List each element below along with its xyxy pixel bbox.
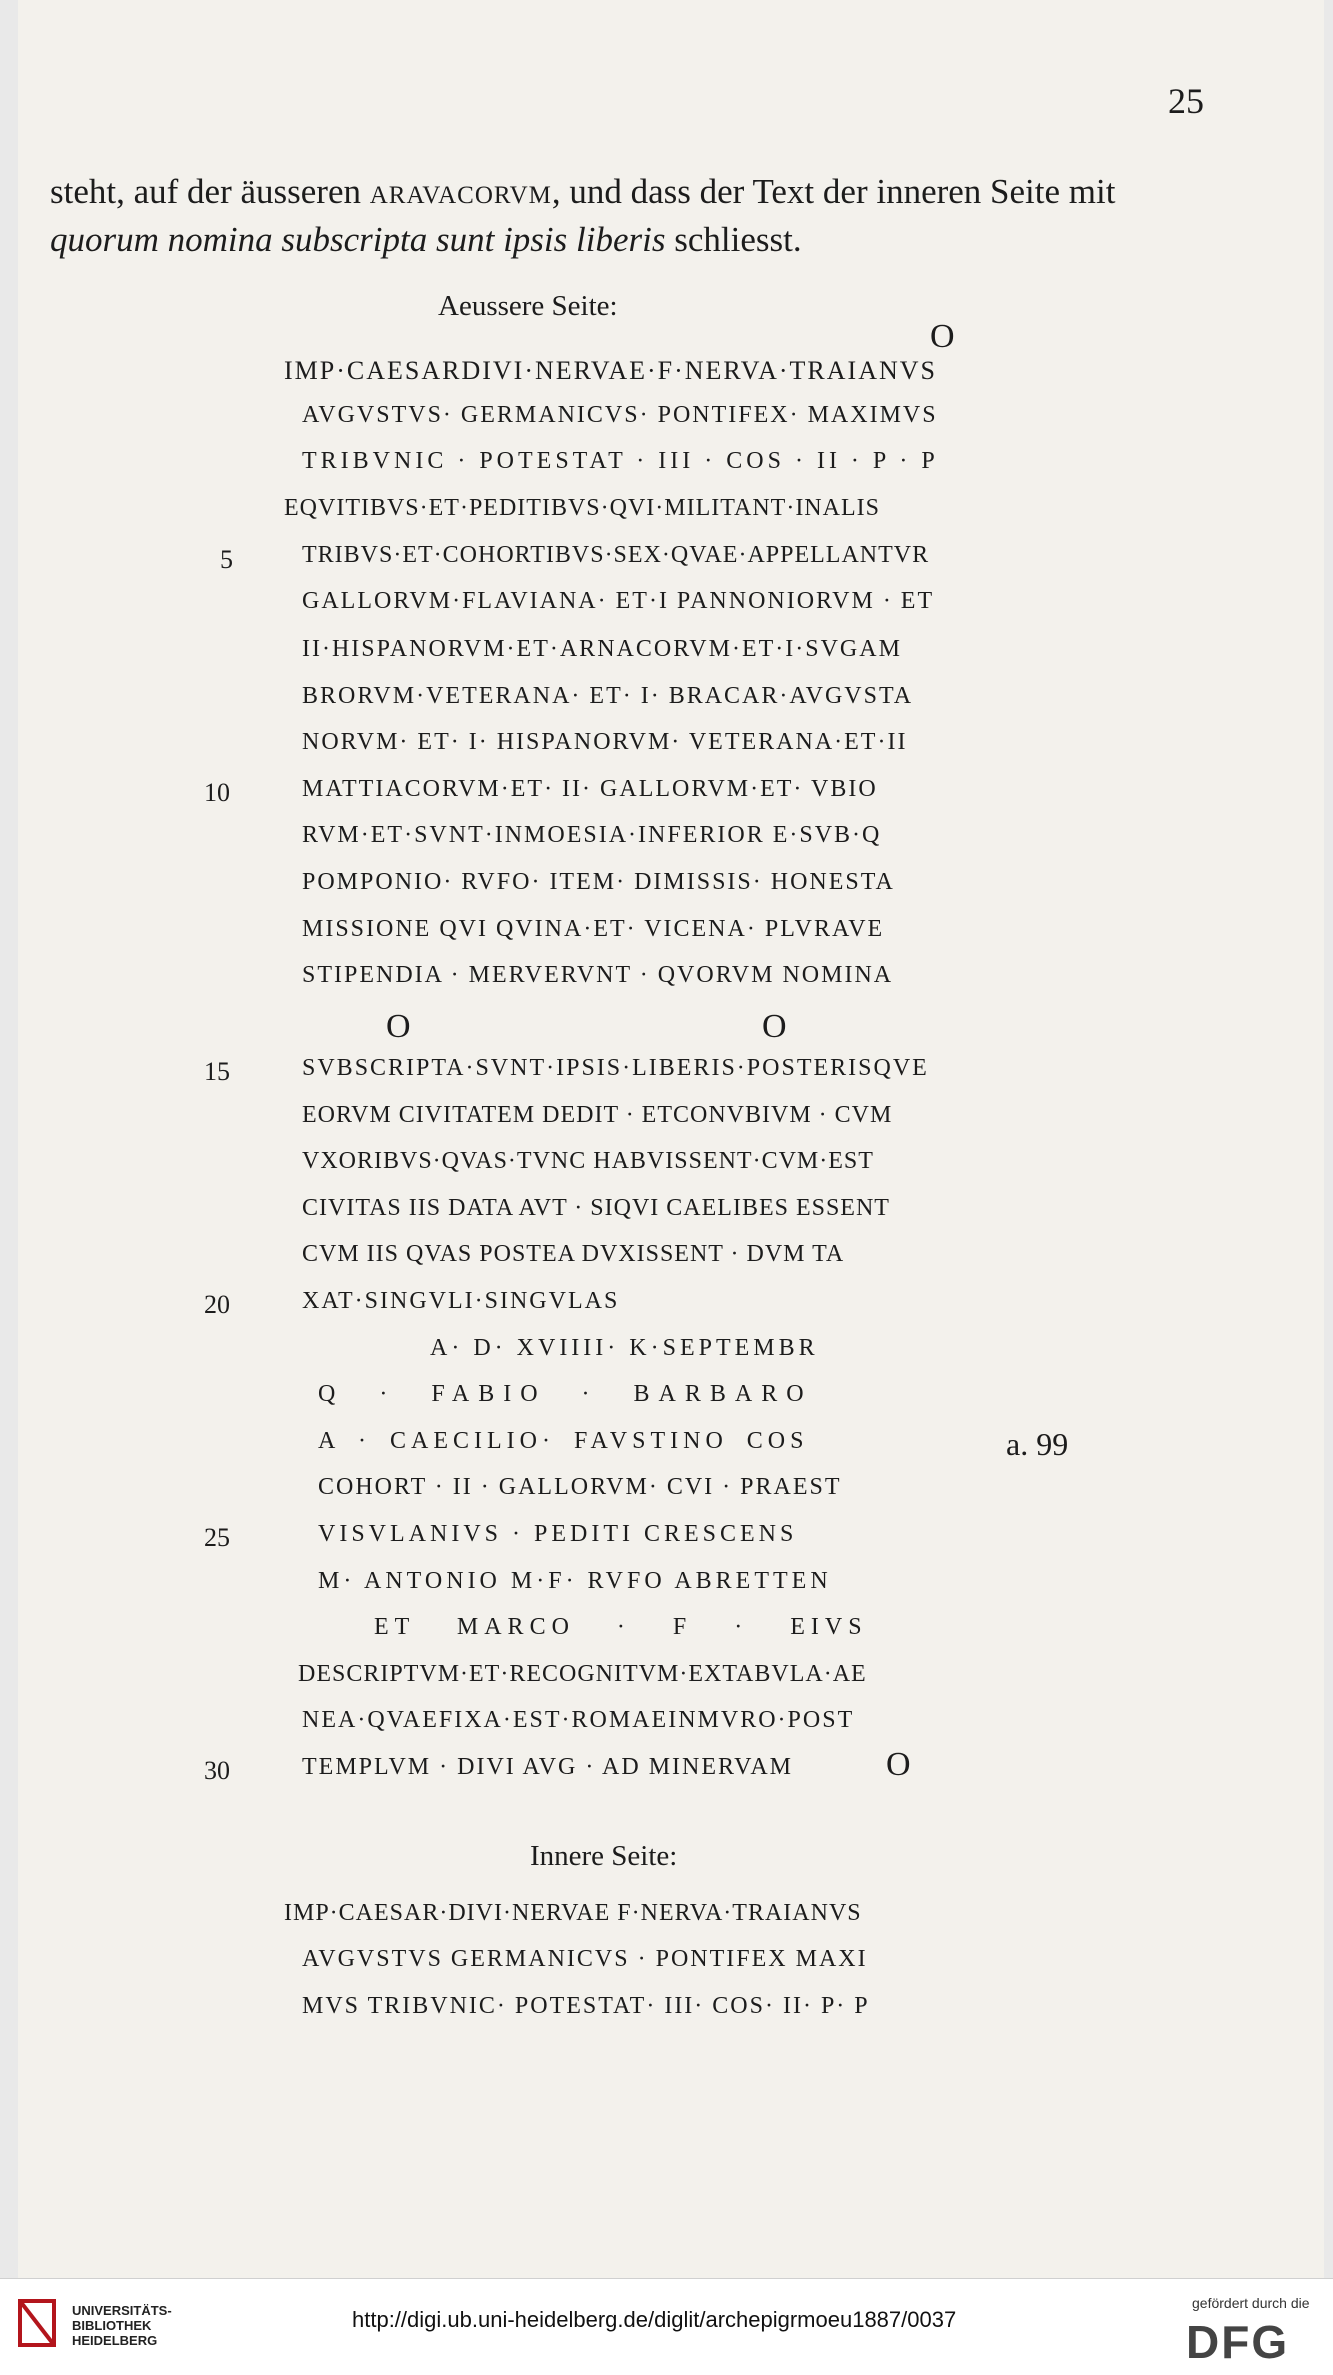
library-name-line-3: HEIDELBERG [72, 2333, 158, 2348]
intro-italic-phrase: quorum nomina subscripta sunt ipsis liberis [50, 220, 666, 259]
outer-line-27: ET MARCO · F · EIVS [374, 1614, 868, 1640]
outer-line-15: SVBSCRIPTA·SVNT·IPSIS·LIBERIS·POSTERISQVE [302, 1055, 929, 1081]
outer-line-28: DESCRIPTVM·ET·RECOGNITVM·EXTABVLA·AE [298, 1661, 867, 1687]
outer-line-1: IMP·CAESARDIVI·NERVAE·F·NERVA·TRAIANVS [284, 356, 938, 385]
outer-line-5: TRIBVS·ET·COHORTIBVS·SEX·QVAE·APPELLANTVR [302, 542, 930, 568]
university-library-logo-icon [16, 2293, 58, 2357]
binding-hole-top: O [930, 318, 955, 355]
library-name [72, 2303, 172, 2348]
viewer-footer [0, 2278, 1333, 2375]
outer-line-11: RVM·ET·SVNT·INMOESIA·INFERIOR E·SVB·Q [302, 822, 882, 848]
scanned-page [18, 0, 1324, 2278]
outer-line-18: CIVITAS IIS DATA AVT · SIQVI CAELIBES ESSENT [302, 1195, 890, 1221]
intro-text-2: , und dass der Text der inneren Seite mit [551, 172, 1116, 211]
line-number-10: 10 [204, 778, 230, 807]
inner-line-3: MVS TRIBVNIC· POTESTAT· III· COS· II· P· P [302, 1993, 870, 2019]
intro-text-1: steht, auf der äusseren [50, 172, 370, 211]
outer-line-3: TRIBVNIC · POTESTAT · III · COS · II · P · P [302, 448, 939, 474]
outer-line-24: COHORT · II · GALLORVM· CVI · PRAEST [318, 1474, 842, 1500]
intro-smallcaps-word: aravacorvm [369, 172, 552, 211]
permalink-url[interactable]: http://digi.ub.uni-heidelberg.de/diglit/archepigrmoeu1887/0037 [352, 2307, 957, 2332]
outer-line-26: M· ANTONIO M·F· RVFO ABRETTEN [318, 1568, 832, 1594]
intro-paragraph [50, 168, 1230, 264]
outer-side-title: Aeussere Seite: [438, 290, 618, 322]
library-name-line-1: UNIVERSITÄTS- [72, 2303, 172, 2318]
outer-line-29: NEA·QVAEFIXA·EST·ROMAEINMVRO·POST [302, 1707, 855, 1733]
outer-line-16: EORVM CIVITATEM DEDIT · ETCONVBIVM · CVM [302, 1102, 893, 1128]
line-number-20: 20 [204, 1290, 230, 1319]
outer-line-25: VISVLANIVS · PEDITI CRESCENS [318, 1521, 798, 1547]
outer-line-12: POMPONIO· RVFO· ITEM· DIMISSIS· HONESTA [302, 869, 895, 895]
outer-line-7: II·HISPANORVM·ET·ARNACORVM·ET·I·SVGAM [302, 636, 902, 662]
inner-line-1: IMP·CAESAR·DIVI·NERVAE F·NERVA·TRAIANVS [284, 1900, 862, 1926]
line-number-25: 25 [204, 1523, 230, 1552]
outer-line-8: BRORVM·VETERANA· ET· I· BRACAR·AVGVSTA [302, 683, 914, 709]
date-marginal-note: a. 99 [1006, 1426, 1069, 1462]
outer-line-23: A · CAECILIO· FAVSTINO COS [318, 1428, 809, 1454]
inner-line-2: AVGVSTVS GERMANICVS · PONTIFEX MAXI [302, 1946, 868, 1972]
binding-hole-left: O [386, 1008, 411, 1045]
outer-line-10: MATTIACORVM·ET· II· GALLORVM·ET· VBIO [302, 776, 878, 802]
inner-side-title: Innere Seite: [530, 1840, 678, 1872]
outer-line-30: TEMPLVM · DIVI AVG · AD MINERVAM [302, 1754, 794, 1780]
page-number: 25 [1168, 81, 1204, 121]
outer-line-22: Q · FABIO · BARBARO [318, 1381, 813, 1407]
outer-line-19: CVM IIS QVAS POSTEA DVXISSENT · DVM TA [302, 1241, 845, 1267]
funded-by-label: gefördert durch die [1192, 2295, 1310, 2311]
binding-hole-right: O [762, 1008, 787, 1045]
outer-line-9: NORVM· ET· I· HISPANORVM· VETERANA·ET·II [302, 729, 908, 755]
binding-hole-bottom: O [886, 1746, 911, 1783]
dfg-logo: DFG [1186, 2316, 1290, 2368]
outer-line-20: XAT·SINGVLI·SINGVLAS [302, 1288, 620, 1314]
outer-line-2: AVGVSTVS· GERMANICVS· PONTIFEX· MAXIMVS [302, 402, 938, 428]
line-number-30: 30 [204, 1756, 230, 1785]
library-name-line-2: BIBLIOTHEK [72, 2318, 152, 2333]
line-number-15: 15 [204, 1057, 230, 1086]
outer-line-17: VXORIBVS·QVAS·TVNC HABVISSENT·CVM·EST [302, 1148, 874, 1174]
outer-line-14: STIPENDIA · MERVERVNT · QVORVM NOMINA [302, 962, 894, 988]
intro-text-3: schliesst. [665, 220, 802, 259]
line-number-5: 5 [220, 545, 233, 574]
outer-line-21: A· D· XVIIII· K·SEPTEMBR [430, 1335, 819, 1361]
outer-line-13: MISSIONE QVI QVINA·ET· VICENA· PLVRAVE [302, 916, 885, 942]
outer-line-6: GALLORVM·FLAVIANA· ET·I PANNONIORVM · ET [302, 588, 935, 614]
outer-line-4: EQVITIBVS·ET·PEDITIBVS·QVI·MILITANT·INALIS [284, 495, 880, 521]
